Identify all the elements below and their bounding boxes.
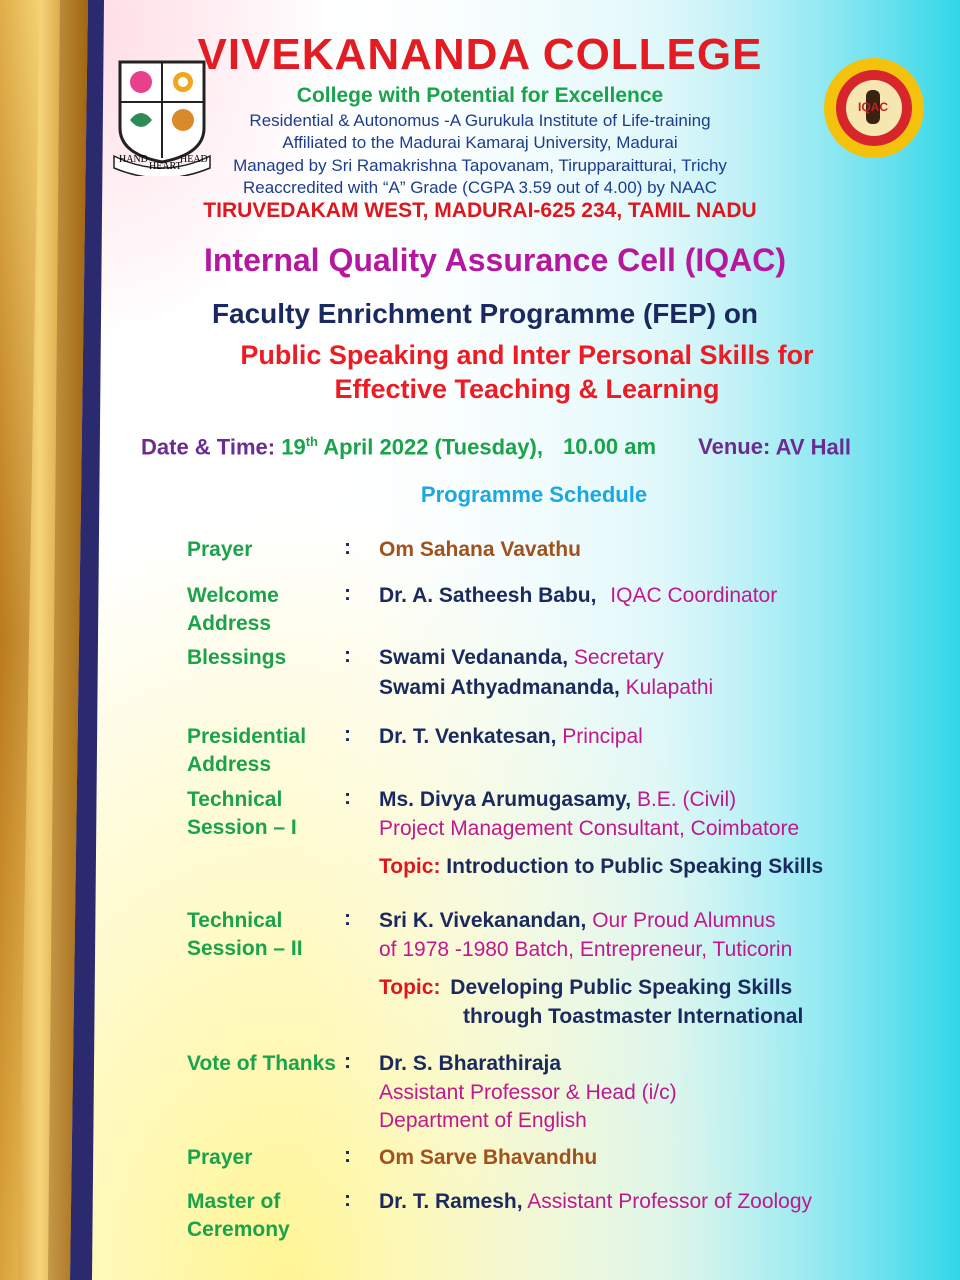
person-role: Kulapathi xyxy=(625,676,714,699)
info-line: Reaccredited with “A” Grade (CGPA 3.59 out of 4.00) by NAAC xyxy=(242,178,717,197)
schedule-label: Prayer xyxy=(187,1146,253,1169)
topic-label: Topic: xyxy=(379,855,441,878)
schedule-title: Programme Schedule xyxy=(420,482,648,507)
emblem-word-hand: HAND xyxy=(119,154,148,165)
schedule-colon: : xyxy=(344,644,351,667)
venue-value: AV Hall xyxy=(775,434,851,460)
person-name: Dr. T. Venkatesan, xyxy=(379,725,557,748)
schedule-value xyxy=(379,582,777,610)
person-name: Dr. S. Bharathiraja xyxy=(379,1052,562,1075)
date-suffix: th xyxy=(305,434,318,449)
schedule-value: Om Sahana Vavathu xyxy=(379,538,581,561)
session-topic xyxy=(379,974,792,1002)
programme-line: Faculty Enrichment Programme (FEP) on xyxy=(211,298,759,329)
topic-text: Introduction to Public Speaking Skills xyxy=(446,855,824,878)
person-role: B.E. (Civil) xyxy=(636,788,737,811)
college-name: VIVEKANANDA COLLEGE xyxy=(197,30,763,79)
schedule-value xyxy=(379,907,775,935)
schedule-value xyxy=(379,786,736,814)
event-time: 10.00 am xyxy=(563,434,657,460)
person-role: Department of English xyxy=(379,1109,587,1132)
cell-title: Internal Quality Assurance Cell (IQAC) xyxy=(203,242,787,278)
person-role: Secretary xyxy=(573,646,664,669)
info-line: Managed by Sri Ramakrishna Tapovanam, Tirupparaitturai, Trichy xyxy=(233,156,727,175)
emblem-word-head: HEAD xyxy=(180,154,208,165)
schedule-label: Presidential Address xyxy=(187,725,307,776)
schedule-label: Welcome Address xyxy=(187,584,279,635)
person-role: Assistant Professor of Zoology xyxy=(527,1190,813,1213)
date-rest: April 2022 (Tuesday), xyxy=(323,434,543,460)
emblem-word-heart: HEART xyxy=(149,161,182,172)
schedule-label: Technical Session – I xyxy=(187,788,297,839)
college-address: TIRUVEDAKAM WEST, MADURAI-625 234, TAMIL NADU xyxy=(203,199,757,222)
person-role: Principal xyxy=(562,725,643,748)
schedule-colon: : xyxy=(344,582,351,605)
person-role: Assistant Professor & Head (i/c) xyxy=(379,1081,677,1104)
schedule-label: Technical Session – II xyxy=(187,909,303,960)
info-line: Affiliated to the Madurai Kamaraj University, Madurai xyxy=(282,133,678,152)
person-name: Dr. A. Satheesh Babu, xyxy=(379,584,597,607)
schedule-value xyxy=(379,723,643,751)
info-line: Residential & Autonomus -A Gurukula Institute of Life-training xyxy=(249,111,711,130)
schedule-value: Om Sarve Bhavandhu xyxy=(379,1146,598,1169)
schedule-colon: : xyxy=(344,1050,351,1073)
schedule-value xyxy=(379,644,664,672)
topic-label: Topic: xyxy=(379,976,441,999)
venue-label: Venue: xyxy=(698,434,771,460)
schedule-colon: : xyxy=(344,907,351,930)
schedule-colon: : xyxy=(344,723,351,746)
date-label: Date & Time: xyxy=(141,434,276,460)
person-role: of 1978 -1980 Batch, Entrepreneur, Tuticorin xyxy=(379,938,793,961)
schedule-label: Vote of Thanks xyxy=(187,1052,336,1075)
schedule-colon: : xyxy=(344,536,351,559)
college-tagline: College with Potential for Excellence xyxy=(296,84,664,107)
schedule-colon: : xyxy=(344,786,351,809)
person-role: IQAC Coordinator xyxy=(610,584,778,607)
schedule-label: Blessings xyxy=(187,646,287,669)
schedule-value xyxy=(379,674,713,702)
person-name: Sri K. Vivekanandan, xyxy=(379,909,587,932)
person-name: Swami Athyadmananda, xyxy=(379,676,620,699)
schedule-value xyxy=(379,1188,812,1216)
schedule-colon: : xyxy=(344,1144,351,1167)
person-name: Ms. Divya Arumugasamy, xyxy=(379,788,632,811)
schedule-colon: : xyxy=(344,1188,351,1211)
session-topic xyxy=(379,853,823,881)
iqac-badge-text: IQAC xyxy=(858,100,888,114)
person-name: Dr. T. Ramesh, xyxy=(379,1190,523,1213)
date-day: 19 xyxy=(281,434,306,460)
topic-line-1: Public Speaking and Inter Personal Skills for xyxy=(240,340,814,370)
schedule-label: Prayer xyxy=(187,538,253,561)
topic-line-2: Effective Teaching & Learning xyxy=(334,374,720,404)
person-name: Swami Vedananda, xyxy=(379,646,569,669)
topic-text: through Toastmaster International xyxy=(463,1005,804,1028)
person-role: Project Management Consultant, Coimbatore xyxy=(379,817,800,840)
person-role: Our Proud Alumnus xyxy=(592,909,776,932)
date-time-line xyxy=(141,434,851,460)
schedule-label: Master of Ceremony xyxy=(187,1190,290,1241)
topic-text: Developing Public Speaking Skills xyxy=(450,976,793,999)
